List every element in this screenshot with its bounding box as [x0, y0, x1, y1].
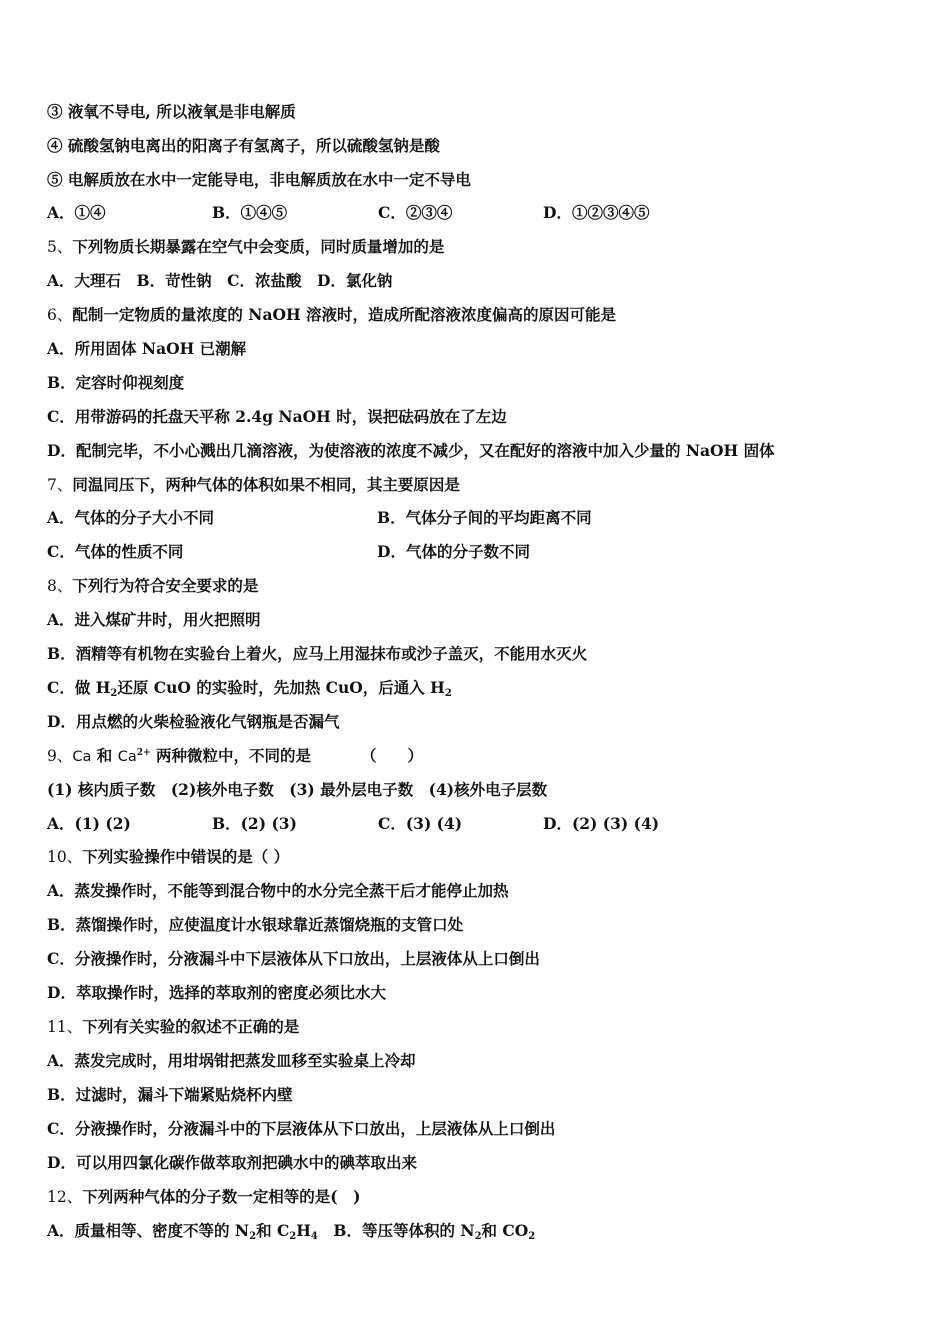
- q6-option-c: C．用带游码的托盘天平称 2.4g NaOH 时，误把砝码放在了左边: [47, 407, 507, 426]
- q4-statement-3: ③ 液氧不导电, 所以液氧是非电解质: [47, 102, 296, 121]
- q7-options-row2: [47, 542, 907, 562]
- q6-option-a: A．所用固体 NaOH 已潮解: [47, 339, 247, 358]
- q8-stem-text: 下列行为符合安全要求的是: [72, 576, 259, 595]
- q12-stem-text: 下列两种气体的分子数一定相等的是( ): [82, 1187, 361, 1206]
- q10-number: 10、: [47, 848, 83, 866]
- q9-stem: [47, 746, 423, 767]
- q12-b-text-2: 和 CO: [481, 1221, 529, 1240]
- q9-option-a: A．(1) (2): [47, 814, 131, 833]
- q10-option-a: A．蒸发操作时，不能等到混合物中的水分完全蒸干后才能停止加热: [47, 881, 509, 900]
- q12-a-text-3: H: [296, 1221, 311, 1240]
- q11-stem: [47, 1017, 299, 1037]
- q4-statement-5: ⑤ 电解质放在水中一定能导电，非电解质放在水中一定不导电: [47, 170, 471, 189]
- q9-number: 9、: [47, 747, 73, 765]
- q11-option-d: D．可以用四氯化碳作做萃取剂把碘水中的碘萃取出来: [47, 1153, 417, 1172]
- q10-option-c: C．分液操作时，分液漏斗中下层液体从下口放出，上层液体从上口倒出: [47, 949, 540, 968]
- q8-option-b: B．酒精等有机物在实验台上着火，应马上用湿抹布或沙子盖灭，不能用水灭火: [47, 644, 588, 663]
- q9-option-d: D．(2) (3) (4): [543, 814, 660, 833]
- q4-options: [47, 203, 907, 223]
- q6-stem-text: 配制一定物质的量浓度的 NaOH 溶液时，造成所配溶液浓度偏高的原因可能是: [72, 305, 617, 324]
- q5-stem-text: 下列物质长期暴露在空气中会变质，同时质量增加的是: [72, 237, 445, 256]
- q8-option-c: [47, 678, 452, 698]
- q6-option-d: D．配制完毕，不小心溅出几滴溶液，为使溶液的浓度不减少，又在配好的溶液中加入少量的 NaOH 固体: [47, 441, 775, 460]
- q12-number: 12、: [47, 1188, 83, 1206]
- q5-options: A．大理石 B．苛性钠 C．浓盐酸 D．氯化钠: [47, 271, 393, 290]
- q7-stem-text: 同温同压下，两种气体的体积如果不相同，其主要原因是: [72, 475, 460, 494]
- q7-option-a: A．气体的分子大小不同: [47, 508, 215, 527]
- q11-number: 11、: [47, 1018, 83, 1036]
- q7-option-c: C．气体的性质不同: [47, 542, 184, 561]
- q8-c-text-1: C．做 H: [47, 678, 111, 697]
- q8-option-a: A．进入煤矿井时，用火把照明: [47, 610, 261, 629]
- q4-option-b: B．①④⑤: [212, 203, 288, 222]
- q10-option-d: D．萃取操作时，选择的萃取剂的密度必须比水大: [47, 983, 386, 1002]
- q6-stem: [47, 305, 616, 325]
- q9-option-c: C．(3) (4): [378, 814, 463, 833]
- q11-option-b: B．过滤时，漏斗下端紧贴烧杯内壁: [47, 1085, 293, 1104]
- q5-number: 5、: [47, 238, 73, 256]
- q4-statement-4: ④ 硫酸氢钠电离出的阳离子有氢离子，所以硫酸氢钠是酸: [47, 136, 440, 155]
- q8-c-text-2: 还原 CuO 的实验时，先加热 CuO，后通入 H: [117, 678, 445, 697]
- q9-and: 和: [96, 746, 113, 765]
- q7-stem: [47, 475, 460, 495]
- q12-b-subscript-1: 2: [474, 1231, 482, 1242]
- q9-options: [47, 814, 907, 834]
- q12-stem: [47, 1187, 360, 1207]
- q7-option-d: D．气体的分子数不同: [377, 542, 530, 561]
- q9-ca: Ca: [72, 749, 92, 765]
- q6-option-b: B．定容时仰视刻度: [47, 373, 185, 392]
- q10-option-b: B．蒸馏操作时，应使温度计水银球靠近蒸馏烧瓶的支管口处: [47, 915, 464, 934]
- q8-stem: [47, 576, 258, 596]
- q8-c-subscript-1: 2: [110, 688, 118, 699]
- q11-option-c: C．分液操作时，分液漏斗中的下层液体从下口放出，上层液体从上口倒出: [47, 1119, 556, 1138]
- q7-number: 7、: [47, 476, 73, 494]
- q12-a-text-1: A．质量相等、密度不等的 N: [47, 1221, 250, 1240]
- q9-blank: （ ）: [360, 746, 423, 765]
- q11-stem-text: 下列有关实验的叙述不正确的是: [82, 1017, 300, 1036]
- q4-option-d: D．①②③④⑤: [543, 203, 650, 222]
- q12-a-subscript-1: 2: [249, 1231, 257, 1242]
- q11-option-a: A．蒸发完成时，用坩埚钳把蒸发皿移至实验桌上冷却: [47, 1051, 416, 1070]
- q10-stem-text: 下列实验操作中错误的是（ ）: [82, 847, 290, 866]
- q8-c-subscript-2: 2: [444, 688, 452, 699]
- q6-number: 6、: [47, 306, 73, 324]
- q7-option-b: B．气体分子间的平均距离不同: [377, 508, 592, 527]
- q9-ca-ion: Ca: [117, 749, 137, 765]
- q8-number: 8、: [47, 577, 73, 595]
- q12-b-text-1: B．等压等体积的 N: [317, 1221, 475, 1240]
- q12-a-subscript-2: 2: [289, 1231, 297, 1242]
- q12-options: [47, 1221, 535, 1241]
- q7-options-row1: [47, 508, 907, 528]
- q4-option-a: A．①④: [47, 203, 106, 222]
- q12-a-subscript-3: 4: [310, 1231, 318, 1242]
- q8-option-d: D．用点燃的火柴检验液化气钢瓶是否漏气: [47, 712, 340, 731]
- q9-option-b: B．(2) (3): [212, 814, 297, 833]
- q10-stem: [47, 847, 289, 867]
- q12-b-subscript-2: 2: [528, 1231, 536, 1242]
- q9-items: (1) 核内质子数 (2)核外电子数 (3) 最外层电子数 (4)核外电子层数: [47, 780, 548, 799]
- q9-ca-charge: 2+: [136, 748, 151, 758]
- q5-stem: [47, 237, 444, 257]
- q12-a-text-2: 和 C: [256, 1221, 290, 1240]
- q9-stem-text: 两种微粒中，不同的是: [155, 746, 311, 765]
- q4-option-c: C．②③④: [378, 203, 453, 222]
